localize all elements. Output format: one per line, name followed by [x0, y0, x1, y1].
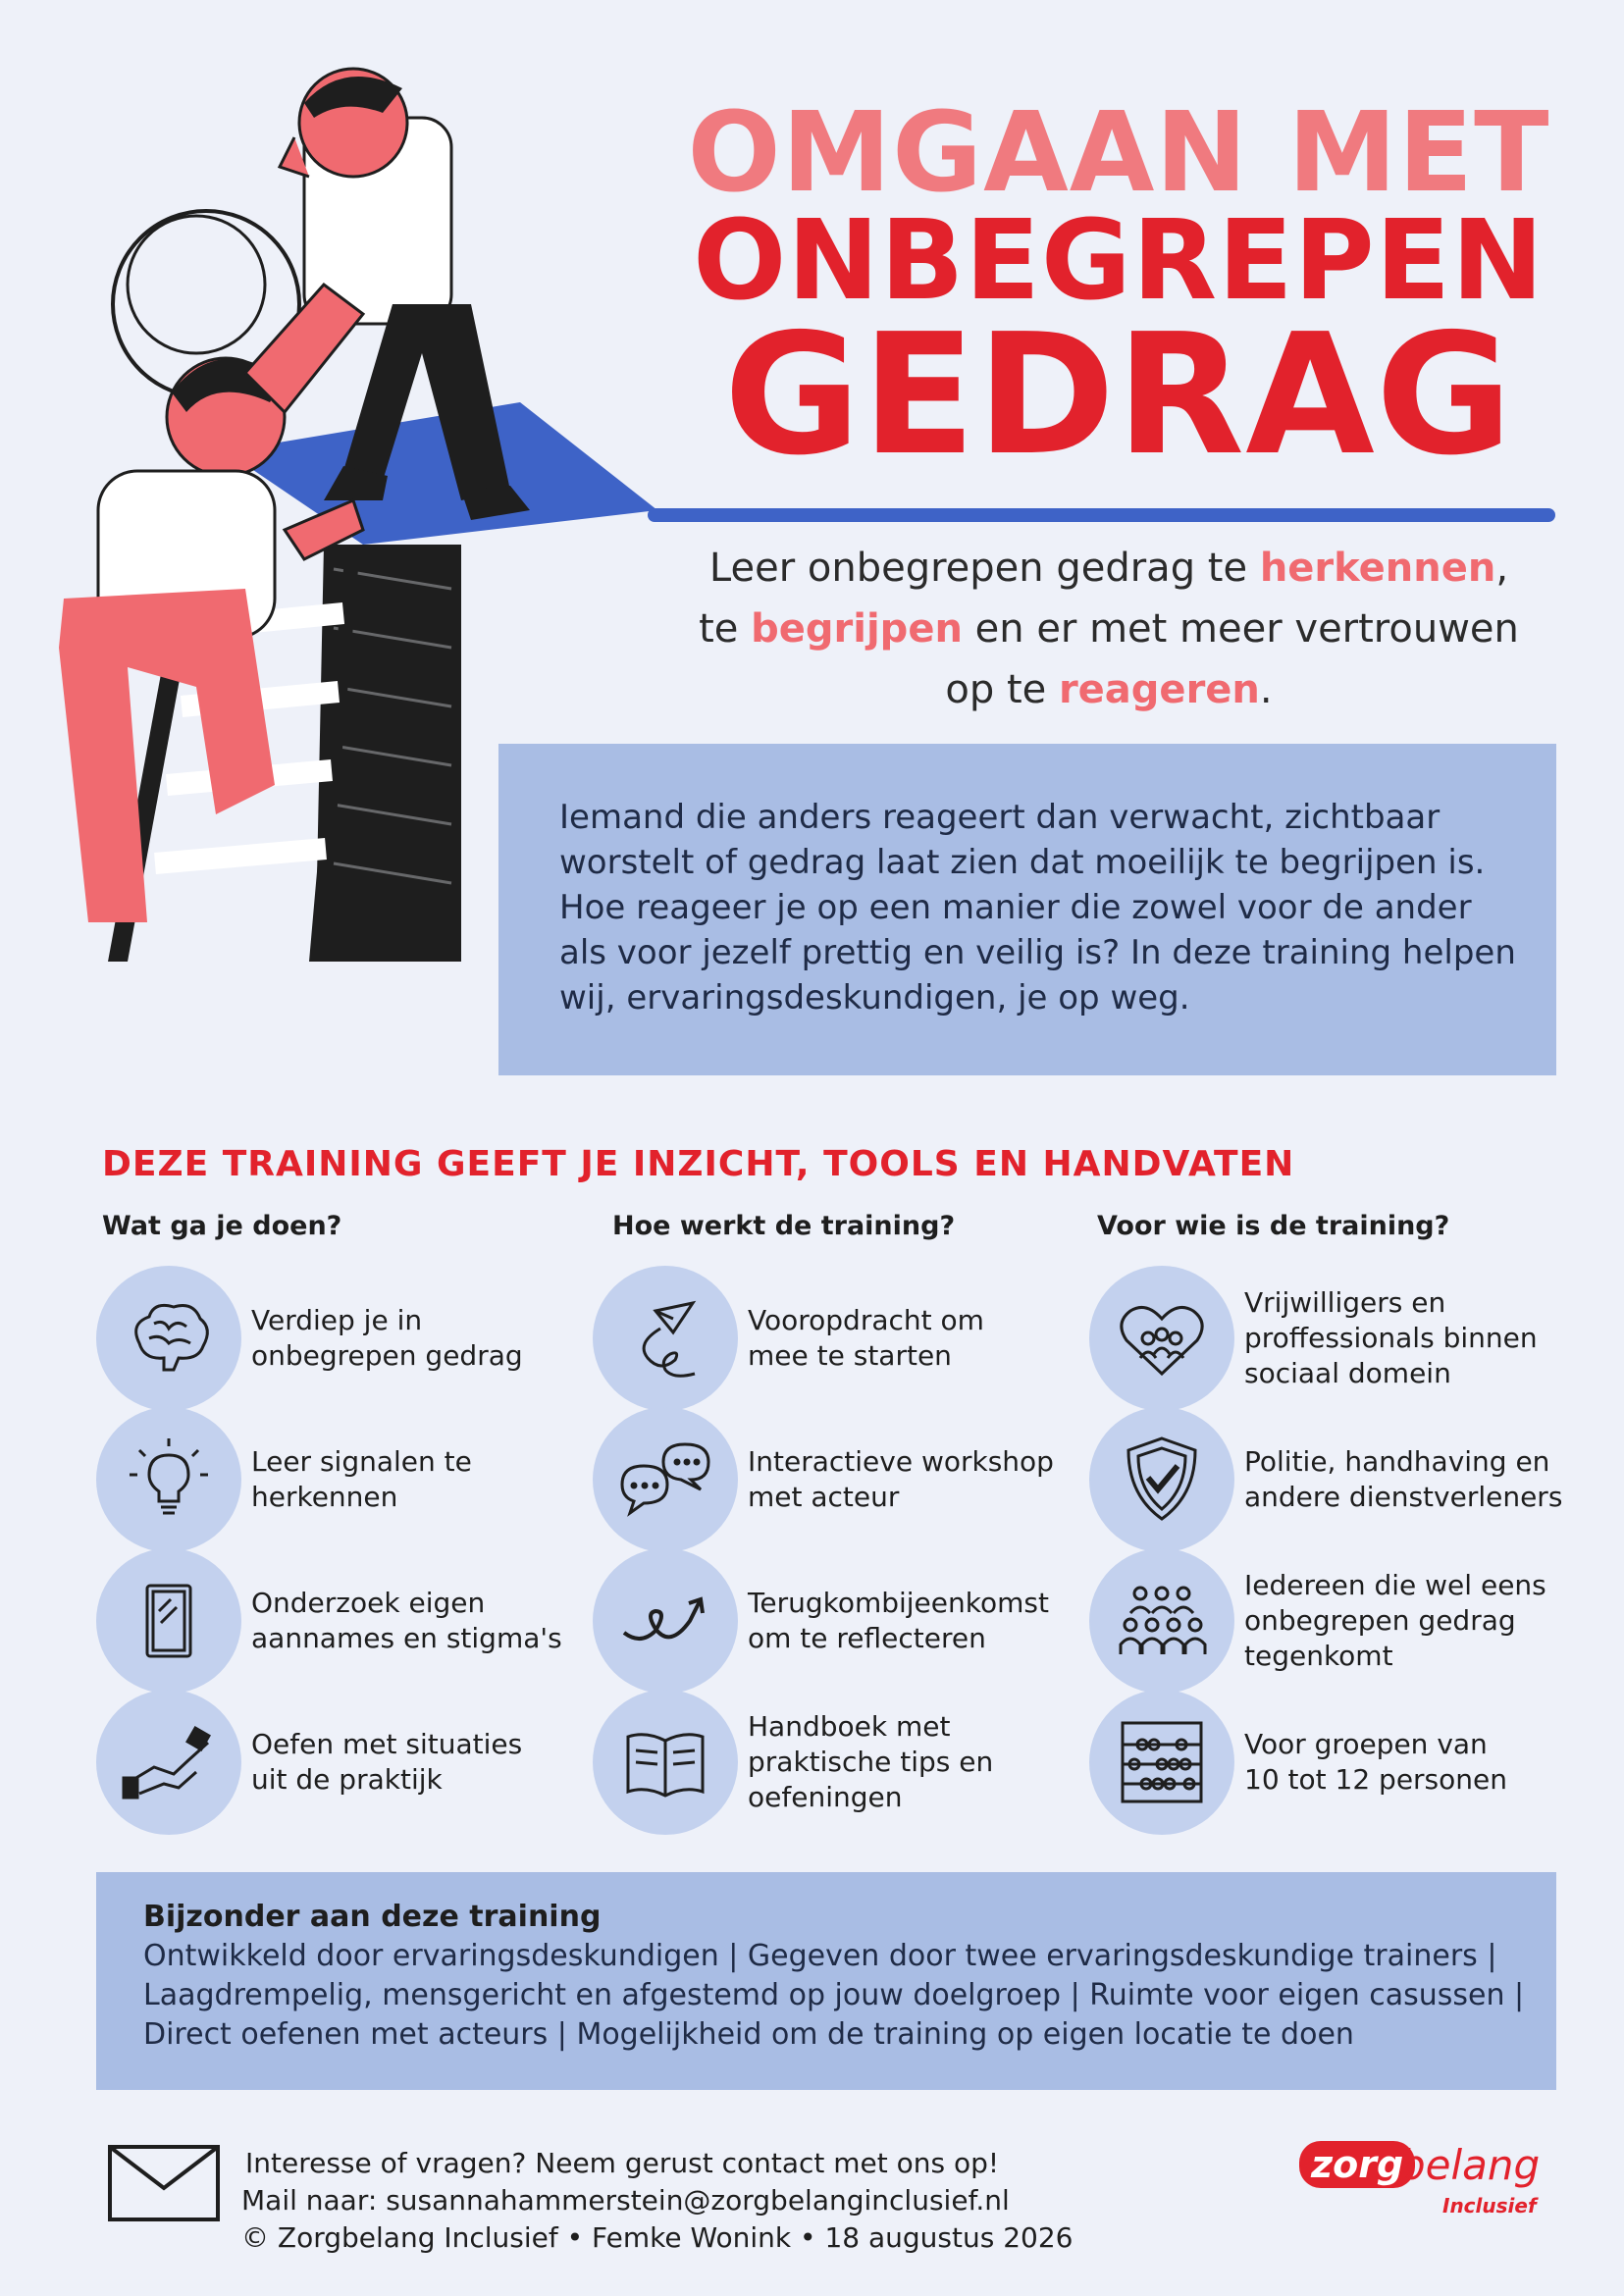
shield-check-icon [1113, 1431, 1211, 1529]
intro-text-part: en er met meer vertrouwen [962, 606, 1519, 652]
chat-bubbles-icon [616, 1431, 714, 1529]
list-item [96, 1548, 587, 1686]
intro-text-part: Leer onbegrepen gedrag te [708, 546, 1260, 591]
list-item-label: Terugkombijeenkomst om te reflecteren [748, 1587, 1049, 1654]
list-item [96, 1690, 587, 1827]
list-item [1089, 1407, 1580, 1544]
special-line: Ontwikkeld door ervaringsdeskundigen | Gegeven door twee ervaringsdeskundige trainers | [143, 1939, 1497, 1973]
column-heading-hoe: Hoe werkt de training? [612, 1211, 956, 1241]
heart-people-icon [1113, 1289, 1211, 1387]
special-line: Direct oefenen met acteurs | Mogelijkheid om de training op eigen locatie te doen [143, 2017, 1354, 2052]
logo-zorg: zorg [1299, 2141, 1415, 2188]
list-item [1089, 1690, 1580, 1827]
logo-belang: belang [1399, 2141, 1541, 2189]
list-item-label: Voor groepen van 10 tot 12 personen [1244, 1728, 1507, 1796]
section-title: DEZE TRAINING GEEFT JE INZICHT, TOOLS EN HANDVATEN [102, 1144, 1295, 1184]
intro-text-part: . [1259, 667, 1273, 712]
title-underline [648, 508, 1555, 522]
list-item-label: Vooropdracht om mee te starten [748, 1304, 984, 1372]
column-heading-wie: Voor wie is de training? [1097, 1211, 1450, 1241]
list-item-label: Leer signalen te herkennen [251, 1445, 472, 1513]
footer-contact: Interesse of vragen? Neem gerust contact met ons op! [245, 2147, 1000, 2179]
description-text: Iemand die anders reageert dan verwacht, zichtbaar worstelt of gedrag laat zien dat moeilijk te begrijpen is. Hoe reageer je op een manier die zowel voor de ander als voor jezelf prettig en veilig is? In deze training helpen wij, ervaringsdeskundigen, je op weg. [559, 798, 1516, 1018]
abacus-icon [1113, 1713, 1211, 1811]
special-box [96, 1872, 1556, 2090]
list-item-label: Politie, handhaving en andere dienstverleners [1244, 1445, 1563, 1513]
list-item-label: Verdiep je in onbegrepen gedrag [251, 1304, 523, 1372]
footer-email[interactable]: Mail naar: susannahammerstein@zorgbelanginclusief.nl [241, 2184, 1010, 2217]
loop-arrow-icon [616, 1572, 714, 1670]
book-icon [616, 1713, 714, 1811]
description-box [498, 744, 1556, 1075]
list-item-label: Oefen met situaties uit de praktijk [251, 1728, 523, 1796]
footer-copyright: © Zorgbelang Inclusief • Femke Wonink • 18 augustus 2026 [241, 2221, 1074, 2254]
special-heading: Bijzonder aan deze training [143, 1900, 602, 1934]
list-item-label: Handboek met praktische tips en oefeningen [748, 1710, 994, 1813]
mirror-icon [120, 1572, 218, 1670]
intro-text-part: , [1495, 546, 1509, 591]
title-line-2: ONBEGREPEN [693, 197, 1545, 325]
lightbulb-icon [120, 1431, 218, 1529]
intro-highlight-herkennen: herkennen [1259, 546, 1496, 591]
zorgbelang-logo [1293, 2131, 1541, 2239]
handshake-icon [120, 1713, 218, 1811]
list-item-label: Vrijwilligers en proffessionals binnen sociaal domein [1244, 1286, 1538, 1389]
paper-plane-icon [616, 1289, 714, 1387]
brain-icon [120, 1289, 218, 1387]
special-line: Laagdrempelig, mensgericht en afgestemd op jouw doelgroep | Ruimte voor eigen casussen | [143, 1978, 1525, 2012]
list-item-label: Onderzoek eigen aannames en stigma's [251, 1587, 562, 1654]
group-icon [1113, 1572, 1211, 1670]
intro-highlight-begrijpen: begrijpen [751, 606, 963, 652]
list-item [593, 1407, 1083, 1544]
list-item [1089, 1548, 1580, 1686]
envelope-icon [106, 2143, 222, 2223]
intro-text [638, 538, 1580, 720]
column-heading-wat: Wat ga je doen? [102, 1211, 342, 1241]
intro-highlight-reageren: reageren [1058, 667, 1260, 712]
list-item [593, 1266, 1083, 1403]
list-item [96, 1407, 587, 1544]
list-item-label: Iedereen die wel eens onbegrepen gedrag tegenkomt [1244, 1569, 1546, 1672]
list-item [593, 1690, 1083, 1827]
intro-text-part: op te [945, 667, 1059, 712]
list-item-label: Interactieve workshop met acteur [748, 1445, 1054, 1513]
list-item [96, 1266, 587, 1403]
title-line-3: GEDRAG [723, 298, 1514, 493]
list-item [1089, 1266, 1580, 1403]
intro-text-part: te [699, 606, 752, 652]
logo-inclusief: Inclusief [1442, 2194, 1537, 2218]
title-line-1: OMGAAN MET [687, 89, 1550, 217]
list-item [593, 1548, 1083, 1686]
